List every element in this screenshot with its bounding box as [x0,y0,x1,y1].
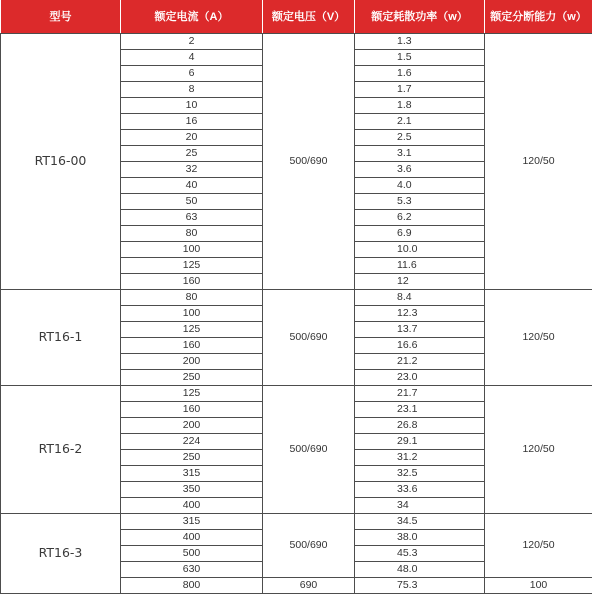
rated-current-cell: 2 [121,33,263,49]
dissipated-power-cell: 8.4 [355,289,485,305]
rated-current-cell: 800 [121,577,263,593]
rated-current-cell: 40 [121,177,263,193]
dissipated-power-cell: 13.7 [355,321,485,337]
dissipated-power-cell: 23.0 [355,369,485,385]
rated-current-cell: 350 [121,481,263,497]
rated-current-cell: 630 [121,561,263,577]
dissipated-power-cell: 6.9 [355,225,485,241]
dissipated-power-cell: 48.0 [355,561,485,577]
dissipated-power-cell: 6.2 [355,209,485,225]
header-rated-current: 额定电流（A） [121,0,263,33]
dissipated-power-cell: 45.3 [355,545,485,561]
rated-voltage-cell: 500/690 [263,513,355,577]
rated-current-cell: 160 [121,401,263,417]
model-cell: RT16-2 [1,385,121,513]
dissipated-power-cell: 1.6 [355,65,485,81]
table-row [1,385,592,401]
rated-current-cell: 80 [121,289,263,305]
breaking-capacity-cell: 120/50 [485,289,592,385]
rated-voltage-cell: 500/690 [263,33,355,289]
dissipated-power-cell: 3.6 [355,161,485,177]
dissipated-power-cell: 16.6 [355,337,485,353]
dissipated-power-cell: 2.1 [355,113,485,129]
dissipated-power-cell: 34 [355,497,485,513]
header-row [1,0,592,33]
rated-current-cell: 20 [121,129,263,145]
rated-current-cell: 125 [121,257,263,273]
rated-current-cell: 315 [121,513,263,529]
rated-current-cell: 50 [121,193,263,209]
rated-current-cell: 100 [121,241,263,257]
rated-current-cell: 25 [121,145,263,161]
rated-current-cell: 250 [121,369,263,385]
header-rated-voltage: 额定电压（V） [263,0,355,33]
rated-current-cell: 160 [121,337,263,353]
dissipated-power-cell: 11.6 [355,257,485,273]
rated-current-cell: 160 [121,273,263,289]
dissipated-power-cell: 32.5 [355,465,485,481]
header-breaking-capacity: 额定分断能力（w） [485,0,592,33]
dissipated-power-cell: 2.5 [355,129,485,145]
rated-current-cell: 16 [121,113,263,129]
rated-voltage-cell: 500/690 [263,385,355,513]
breaking-capacity-cell: 120/50 [485,513,592,577]
rated-current-cell: 315 [121,465,263,481]
rated-current-cell: 200 [121,417,263,433]
breaking-capacity-cell: 100 [485,577,592,593]
table-row [1,513,592,529]
dissipated-power-cell: 10.0 [355,241,485,257]
dissipated-power-cell: 3.1 [355,145,485,161]
rated-voltage-cell: 500/690 [263,289,355,385]
rated-current-cell: 500 [121,545,263,561]
model-cell: RT16-3 [1,513,121,593]
dissipated-power-cell: 31.2 [355,449,485,465]
rated-current-cell: 400 [121,497,263,513]
rated-current-cell: 63 [121,209,263,225]
rated-current-cell: 80 [121,225,263,241]
rated-current-cell: 32 [121,161,263,177]
dissipated-power-cell: 1.3 [355,33,485,49]
dissipated-power-cell: 21.7 [355,385,485,401]
rated-current-cell: 125 [121,321,263,337]
table-body [1,33,592,593]
dissipated-power-cell: 1.7 [355,81,485,97]
table-row [1,33,592,49]
table-header [1,0,592,33]
rated-current-cell: 6 [121,65,263,81]
dissipated-power-cell: 23.1 [355,401,485,417]
dissipated-power-cell: 5.3 [355,193,485,209]
model-cell: RT16-1 [1,289,121,385]
dissipated-power-cell: 34.5 [355,513,485,529]
dissipated-power-cell: 29.1 [355,433,485,449]
rated-current-cell: 250 [121,449,263,465]
rated-current-cell: 200 [121,353,263,369]
rated-current-cell: 400 [121,529,263,545]
dissipated-power-cell: 21.2 [355,353,485,369]
rated-current-cell: 125 [121,385,263,401]
rated-current-cell: 8 [121,81,263,97]
dissipated-power-cell: 33.6 [355,481,485,497]
dissipated-power-cell: 12.3 [355,305,485,321]
rated-current-cell: 100 [121,305,263,321]
dissipated-power-cell: 38.0 [355,529,485,545]
dissipated-power-cell: 4.0 [355,177,485,193]
dissipated-power-cell: 1.8 [355,97,485,113]
rated-current-cell: 4 [121,49,263,65]
rated-voltage-cell: 690 [263,577,355,593]
dissipated-power-cell: 26.8 [355,417,485,433]
rated-current-cell: 224 [121,433,263,449]
table-row [1,289,592,305]
dissipated-power-cell: 75.3 [355,577,485,593]
dissipated-power-cell: 1.5 [355,49,485,65]
breaking-capacity-cell: 120/50 [485,385,592,513]
rated-current-cell: 10 [121,97,263,113]
dissipated-power-cell: 12 [355,273,485,289]
model-cell: RT16-00 [1,33,121,289]
breaking-capacity-cell: 120/50 [485,33,592,289]
header-model: 型号 [1,0,121,33]
header-dissipated-power: 额定耗散功率（w） [355,0,485,33]
